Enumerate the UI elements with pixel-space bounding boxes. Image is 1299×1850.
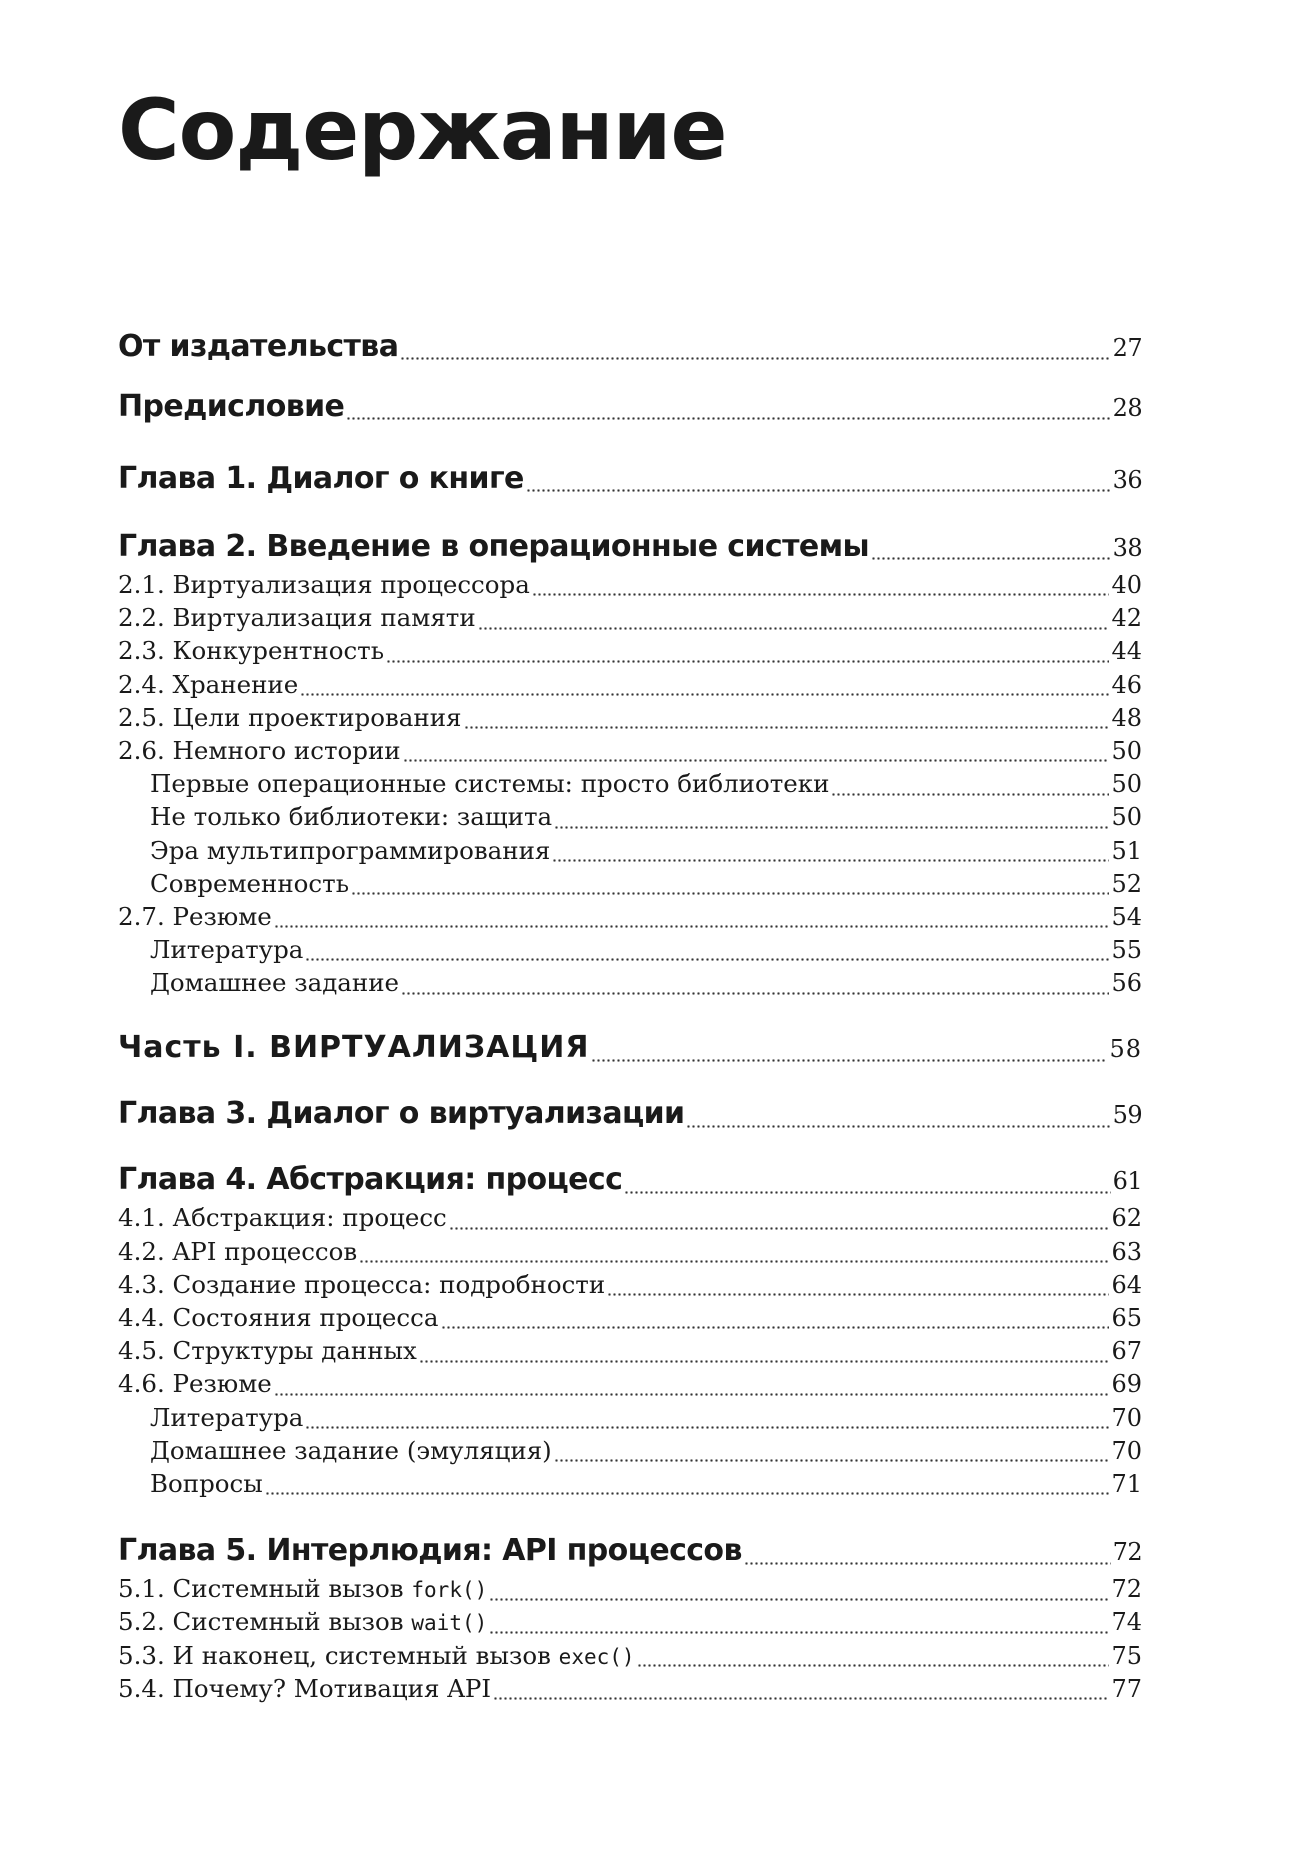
dot-leader	[305, 1405, 1109, 1430]
toc-entry-page-number: 65	[1111, 1304, 1142, 1332]
toc-entry-page-number: 42	[1111, 604, 1142, 633]
toc-entry-page-number: 72	[1112, 1538, 1142, 1567]
toc-entry-page-number: 70	[1111, 1403, 1142, 1432]
dot-leader	[386, 639, 1109, 664]
toc-entry-page-number: 28	[1112, 394, 1142, 422]
toc-entry-label: Эра мультипрограммирования	[150, 835, 551, 865]
toc-entry-label: 4.3. Создание процесса: подробности	[118, 1269, 606, 1299]
toc-entry-section	[118, 1301, 1142, 1334]
toc-entry-section	[118, 1572, 1142, 1605]
toc-entry-page-number: 55	[1111, 936, 1142, 965]
toc-entry-section	[118, 900, 1142, 933]
toc-entry-subsection	[118, 933, 1142, 966]
dot-leader	[489, 1610, 1109, 1635]
dot-leader	[871, 531, 1111, 561]
toc-entry-label: Вопросы	[150, 1468, 263, 1498]
toc-entry-page-number: 52	[1111, 869, 1142, 898]
toc-entry-label: 2.5. Цели проектирования	[118, 702, 462, 732]
toc-entry-subsection	[118, 834, 1142, 867]
toc-entry-chapter	[118, 386, 1142, 422]
dot-leader	[591, 1033, 1107, 1063]
dot-leader	[274, 1372, 1110, 1397]
toc-entry-section	[118, 601, 1142, 634]
toc-entry-section	[118, 1672, 1142, 1705]
toc-entry-section	[118, 1334, 1142, 1367]
page-title: Содержание	[118, 81, 727, 179]
toc-entry-page-number: 50	[1111, 770, 1142, 799]
toc-entry-chapter	[118, 1530, 1142, 1569]
toc-entry-label: Домашнее задание (эмуляция)	[150, 1435, 552, 1465]
toc-entry-label: 4.4. Состояния процесса	[118, 1303, 439, 1332]
toc-entry-section	[118, 1235, 1142, 1268]
toc-entry-page-number: 59	[1112, 1101, 1142, 1130]
toc-entry-page-number: 71	[1111, 1469, 1142, 1498]
toc-entry-label: 2.6. Немного истории	[118, 735, 401, 765]
toc-entry-code: fork()	[411, 1578, 488, 1603]
dot-leader	[274, 905, 1110, 930]
dot-leader	[265, 1472, 1110, 1497]
toc-entry-section	[118, 568, 1142, 601]
toc-entry-page-number: 38	[1112, 534, 1142, 562]
toc-entry-page-number: 56	[1111, 969, 1142, 998]
toc-entry-page-number: 50	[1111, 803, 1142, 832]
toc-entry-label: 4.5. Структуры данных	[118, 1336, 417, 1366]
dot-leader	[831, 772, 1109, 797]
dot-leader	[607, 1273, 1109, 1298]
toc-entry-page-number: 67	[1111, 1337, 1142, 1366]
toc-entry-label: Предисловие	[118, 389, 345, 424]
toc-entry-label: Литература	[150, 1402, 304, 1432]
toc-entry-label: Глава 2. Введение в операционные системы	[118, 529, 870, 564]
toc-entry-page-number: 51	[1111, 836, 1142, 865]
toc-entry-subsection	[118, 966, 1142, 999]
dot-leader	[532, 573, 1110, 598]
toc-entry-chapter	[118, 326, 1142, 362]
toc-entry-label: 2.1. Виртуализация процессора	[118, 570, 530, 599]
toc-entry-label: 4.1. Абстракция: процесс	[118, 1203, 447, 1233]
dot-leader	[493, 1677, 1109, 1702]
dot-leader	[351, 872, 1109, 897]
toc-entry-page-number: 40	[1111, 571, 1142, 599]
toc-entry-label: От издательства	[118, 329, 399, 364]
toc-entry-section	[118, 634, 1142, 667]
toc-entry-label: Глава 5. Интерлюдия: API процессов	[118, 1533, 742, 1569]
toc-entry-page-number: 27	[1112, 334, 1142, 362]
toc-entry-label: 2.4. Хранение	[118, 669, 299, 699]
toc-entry-page-number: 64	[1111, 1270, 1142, 1299]
toc-entry-label: Не только библиотеки: защита	[150, 802, 553, 832]
toc-entry-label: Домашнее задание	[150, 968, 400, 998]
toc-entry-section	[118, 1367, 1142, 1400]
dot-leader	[744, 1536, 1111, 1566]
toc-entry-label: Глава 3. Диалог о виртуализации	[118, 1096, 685, 1132]
dot-leader	[400, 331, 1110, 361]
dot-leader	[300, 672, 1109, 697]
toc-entry-code: exec()	[558, 1644, 635, 1669]
toc-entry-page-number: 72	[1111, 1575, 1142, 1604]
toc-entry-page-number: 63	[1111, 1237, 1142, 1266]
toc-entry-page-number: 70	[1111, 1436, 1142, 1465]
toc-entry-label: 5.1. Системный вызов fork()	[118, 1574, 488, 1604]
toc-entry-section	[118, 1268, 1142, 1301]
dot-leader	[554, 805, 1109, 830]
toc-entry-chapter	[118, 1027, 1142, 1066]
dot-leader	[489, 1577, 1109, 1602]
toc-entry-section	[118, 1201, 1142, 1234]
toc-entry-page-number: 44	[1111, 637, 1142, 666]
toc-entry-page-number: 58	[1109, 1035, 1142, 1064]
toc-entry-section	[118, 668, 1142, 701]
toc-entry-subsection	[118, 1401, 1142, 1434]
toc-entry-subsection	[118, 867, 1142, 900]
toc-entry-label: Современность	[150, 868, 350, 898]
toc-entry-page-number: 74	[1111, 1608, 1142, 1637]
toc-entry-page-number: 75	[1111, 1641, 1142, 1670]
toc-entry-page-number: 77	[1111, 1674, 1142, 1703]
toc-entry-label: 2.3. Конкурентность	[118, 636, 385, 666]
table-of-contents	[118, 326, 1142, 1705]
toc-entry-label: 2.2. Виртуализация памяти	[118, 603, 476, 633]
dot-leader	[624, 1165, 1110, 1195]
dot-leader	[449, 1206, 1110, 1231]
dot-leader	[464, 706, 1110, 731]
toc-entry-page-number: 50	[1111, 736, 1142, 765]
dot-leader	[441, 1306, 1110, 1331]
toc-entry-chapter	[118, 1159, 1142, 1198]
toc-entry-label: Глава 1. Диалог о книге	[118, 461, 524, 496]
dot-leader	[419, 1339, 1110, 1364]
dot-leader	[346, 391, 1110, 421]
dot-leader	[305, 938, 1109, 963]
toc-entry-page-number: 54	[1111, 902, 1142, 931]
toc-entry-label: 4.2. API процессов	[118, 1236, 358, 1266]
toc-entry-page-number: 48	[1111, 703, 1142, 732]
toc-entry-section	[118, 701, 1142, 734]
toc-entry-label: 4.6. Резюме	[118, 1369, 272, 1399]
dot-leader	[359, 1240, 1109, 1265]
dot-leader	[554, 1439, 1110, 1464]
dot-leader	[478, 606, 1110, 631]
dot-leader	[401, 971, 1109, 996]
toc-entry-subsection	[118, 800, 1142, 833]
toc-entry-subsection	[118, 767, 1142, 800]
toc-entry-page-number: 62	[1111, 1204, 1142, 1233]
dot-leader	[637, 1643, 1110, 1668]
toc-entry-label: 5.3. И наконец, системный вызов exec()	[118, 1640, 635, 1670]
toc-entry-label: Первые операционные системы: просто библиотеки	[150, 769, 830, 799]
dot-leader	[526, 463, 1111, 493]
toc-entry-subsection	[118, 1434, 1142, 1467]
toc-entry-label: Литература	[150, 935, 304, 965]
dot-leader	[686, 1099, 1110, 1129]
toc-entry-label: Глава 4. Абстракция: процесс	[118, 1162, 623, 1198]
toc-entry-label: 5.4. Почему? Мотивация API	[118, 1673, 492, 1703]
toc-entry-page-number: 61	[1112, 1167, 1142, 1196]
toc-entry-page-number: 46	[1111, 670, 1142, 699]
toc-entry-label: 2.7. Резюме	[118, 901, 272, 931]
toc-entry-label: Часть I. ВИРТУАЛИЗАЦИЯ	[118, 1030, 590, 1066]
toc-entry-label: 5.2. Системный вызов wait()	[118, 1607, 488, 1637]
toc-entry-section	[118, 1639, 1142, 1672]
toc-entry-chapter	[118, 458, 1142, 494]
dot-leader	[552, 838, 1109, 863]
toc-entry-chapter	[118, 526, 1142, 562]
dot-leader	[403, 739, 1110, 764]
toc-entry-code: wait()	[411, 1611, 488, 1636]
toc-entry-subsection	[118, 1467, 1142, 1500]
toc-entry-page-number: 36	[1112, 466, 1142, 494]
toc-entry-page-number: 69	[1111, 1370, 1142, 1399]
toc-entry-chapter	[118, 1093, 1142, 1132]
toc-entry-section	[118, 734, 1142, 767]
toc-entry-section	[118, 1605, 1142, 1638]
